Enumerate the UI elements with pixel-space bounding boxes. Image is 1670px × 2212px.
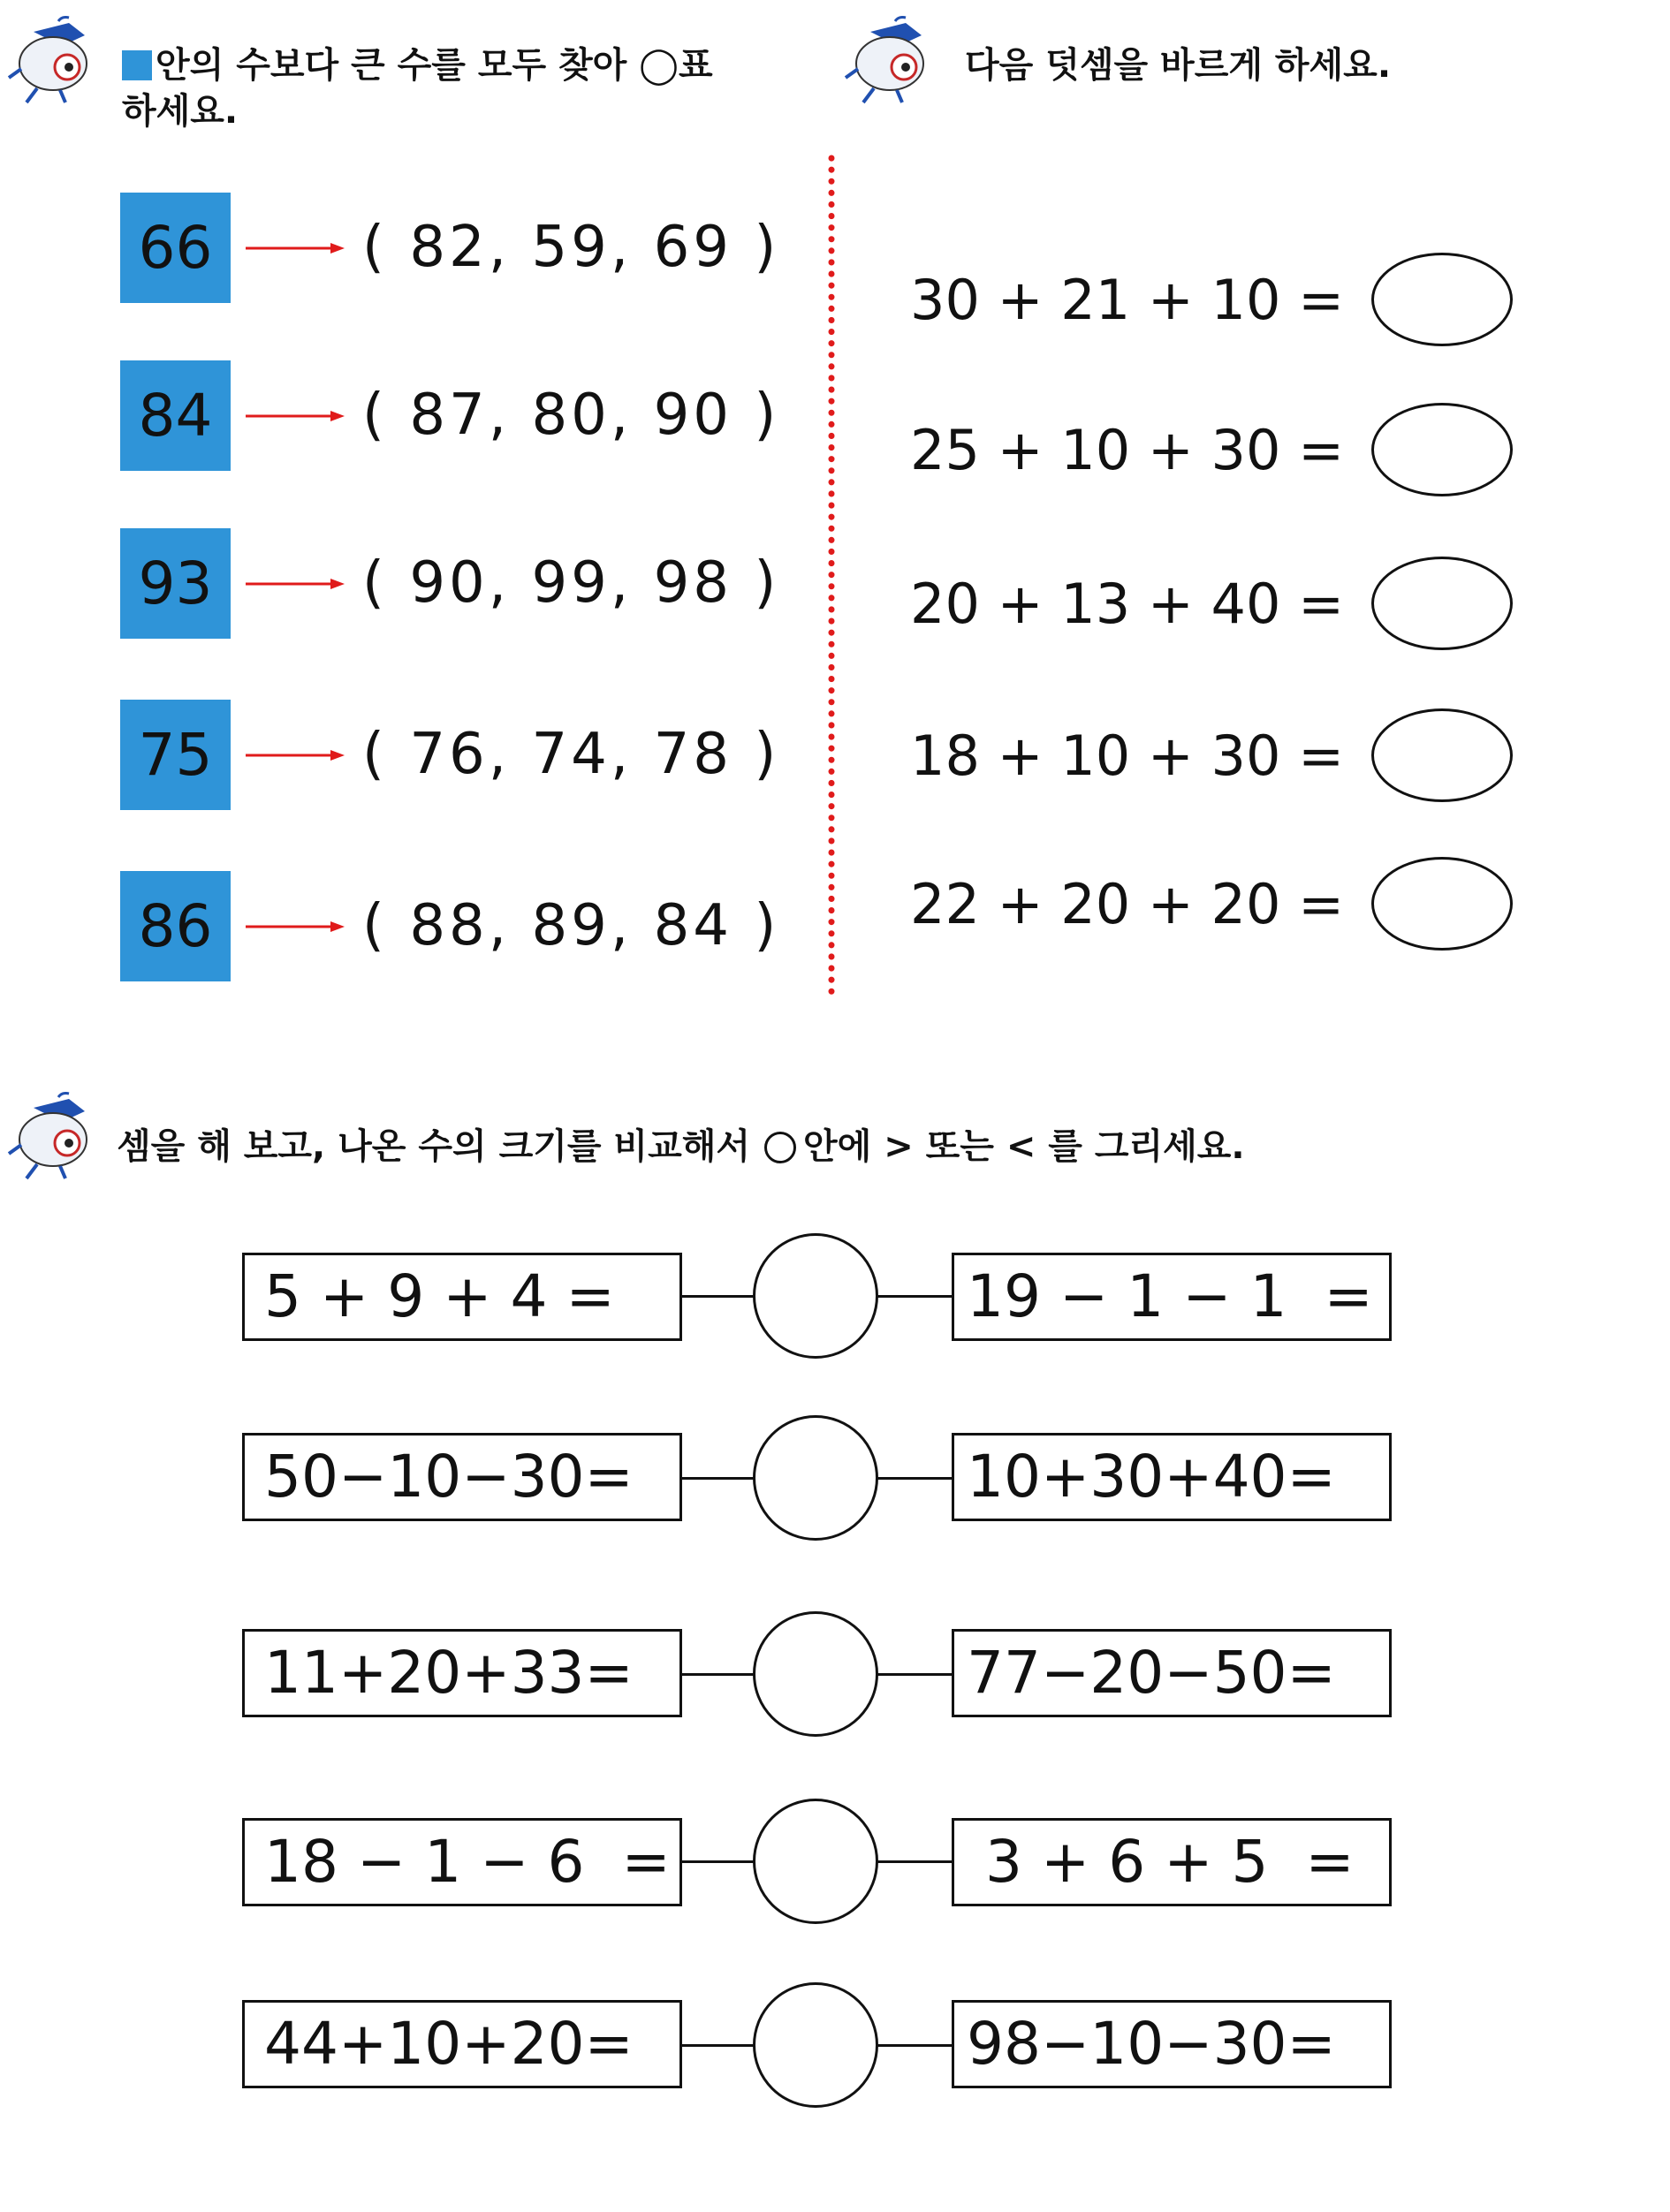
addition-equation: 30 + 21 + 10 = bbox=[910, 268, 1345, 332]
left-expression-box: 5 + 9 + 4 = bbox=[242, 1253, 682, 1341]
section1-instruction: 안의 수보다 큰 수를 모두 찾아 ◯표 하세요. bbox=[122, 45, 713, 132]
candidate-numbers[interactable]: ( 82, 59, 69 ) bbox=[362, 215, 780, 280]
compare-circle[interactable] bbox=[753, 1233, 878, 1359]
answer-oval[interactable] bbox=[1371, 403, 1513, 496]
left-expression-box: 50−10−30= bbox=[242, 1433, 682, 1521]
answer-oval[interactable] bbox=[1371, 557, 1513, 650]
right-expression-box: 3 + 6 + 5 = bbox=[952, 1818, 1392, 1906]
compare-circle[interactable] bbox=[753, 1611, 878, 1737]
mascot-icon bbox=[7, 16, 104, 104]
arrow-icon bbox=[246, 571, 345, 597]
candidate-numbers[interactable]: ( 88, 89, 84 ) bbox=[362, 893, 780, 958]
addition-equation: 20 + 13 + 40 = bbox=[910, 572, 1345, 636]
left-expression-box: 18 − 1 − 6 = bbox=[242, 1818, 682, 1906]
dotted-divider bbox=[827, 155, 836, 1003]
answer-oval[interactable] bbox=[1371, 253, 1513, 346]
target-number: 86 bbox=[120, 871, 231, 981]
circle-icon bbox=[764, 1132, 796, 1163]
candidate-numbers[interactable]: ( 76, 74, 78 ) bbox=[362, 722, 780, 787]
target-number: 75 bbox=[120, 700, 231, 810]
left-expression-box: 11+20+33= bbox=[242, 1629, 682, 1717]
left-expression-box: 44+10+20= bbox=[242, 2000, 682, 2088]
blue-square-icon bbox=[122, 50, 152, 80]
target-number: 66 bbox=[120, 193, 231, 303]
target-number: 93 bbox=[120, 528, 231, 639]
compare-circle[interactable] bbox=[753, 1982, 878, 2108]
section3-instruction: 셈을 해 보고, 나온 수의 크기를 비교해서 안에 > 또는 < 를 그리세요. bbox=[117, 1126, 1245, 1167]
compare-circle[interactable] bbox=[753, 1799, 878, 1924]
right-expression-box: 77−20−50= bbox=[952, 1629, 1392, 1717]
arrow-icon bbox=[246, 235, 345, 261]
candidate-numbers[interactable]: ( 87, 80, 90 ) bbox=[362, 383, 780, 448]
arrow-icon bbox=[246, 403, 345, 429]
section2-instruction: 다음 덧셈을 바르게 하세요. bbox=[965, 45, 1392, 86]
answer-oval[interactable] bbox=[1371, 857, 1513, 951]
addition-equation: 22 + 20 + 20 = bbox=[910, 872, 1345, 936]
arrow-icon bbox=[246, 742, 345, 769]
arrow-icon bbox=[246, 913, 345, 940]
addition-equation: 25 + 10 + 30 = bbox=[910, 418, 1345, 482]
mascot-icon bbox=[844, 16, 941, 104]
answer-oval[interactable] bbox=[1371, 708, 1513, 802]
addition-equation: 18 + 10 + 30 = bbox=[910, 723, 1345, 788]
right-expression-box: 10+30+40= bbox=[952, 1433, 1392, 1521]
right-expression-box: 98−10−30= bbox=[952, 2000, 1392, 2088]
compare-circle[interactable] bbox=[753, 1415, 878, 1541]
target-number: 84 bbox=[120, 360, 231, 471]
right-expression-box: 19 − 1 − 1 = bbox=[952, 1253, 1392, 1341]
candidate-numbers[interactable]: ( 90, 99, 98 ) bbox=[362, 550, 780, 616]
mascot-icon bbox=[7, 1092, 104, 1180]
